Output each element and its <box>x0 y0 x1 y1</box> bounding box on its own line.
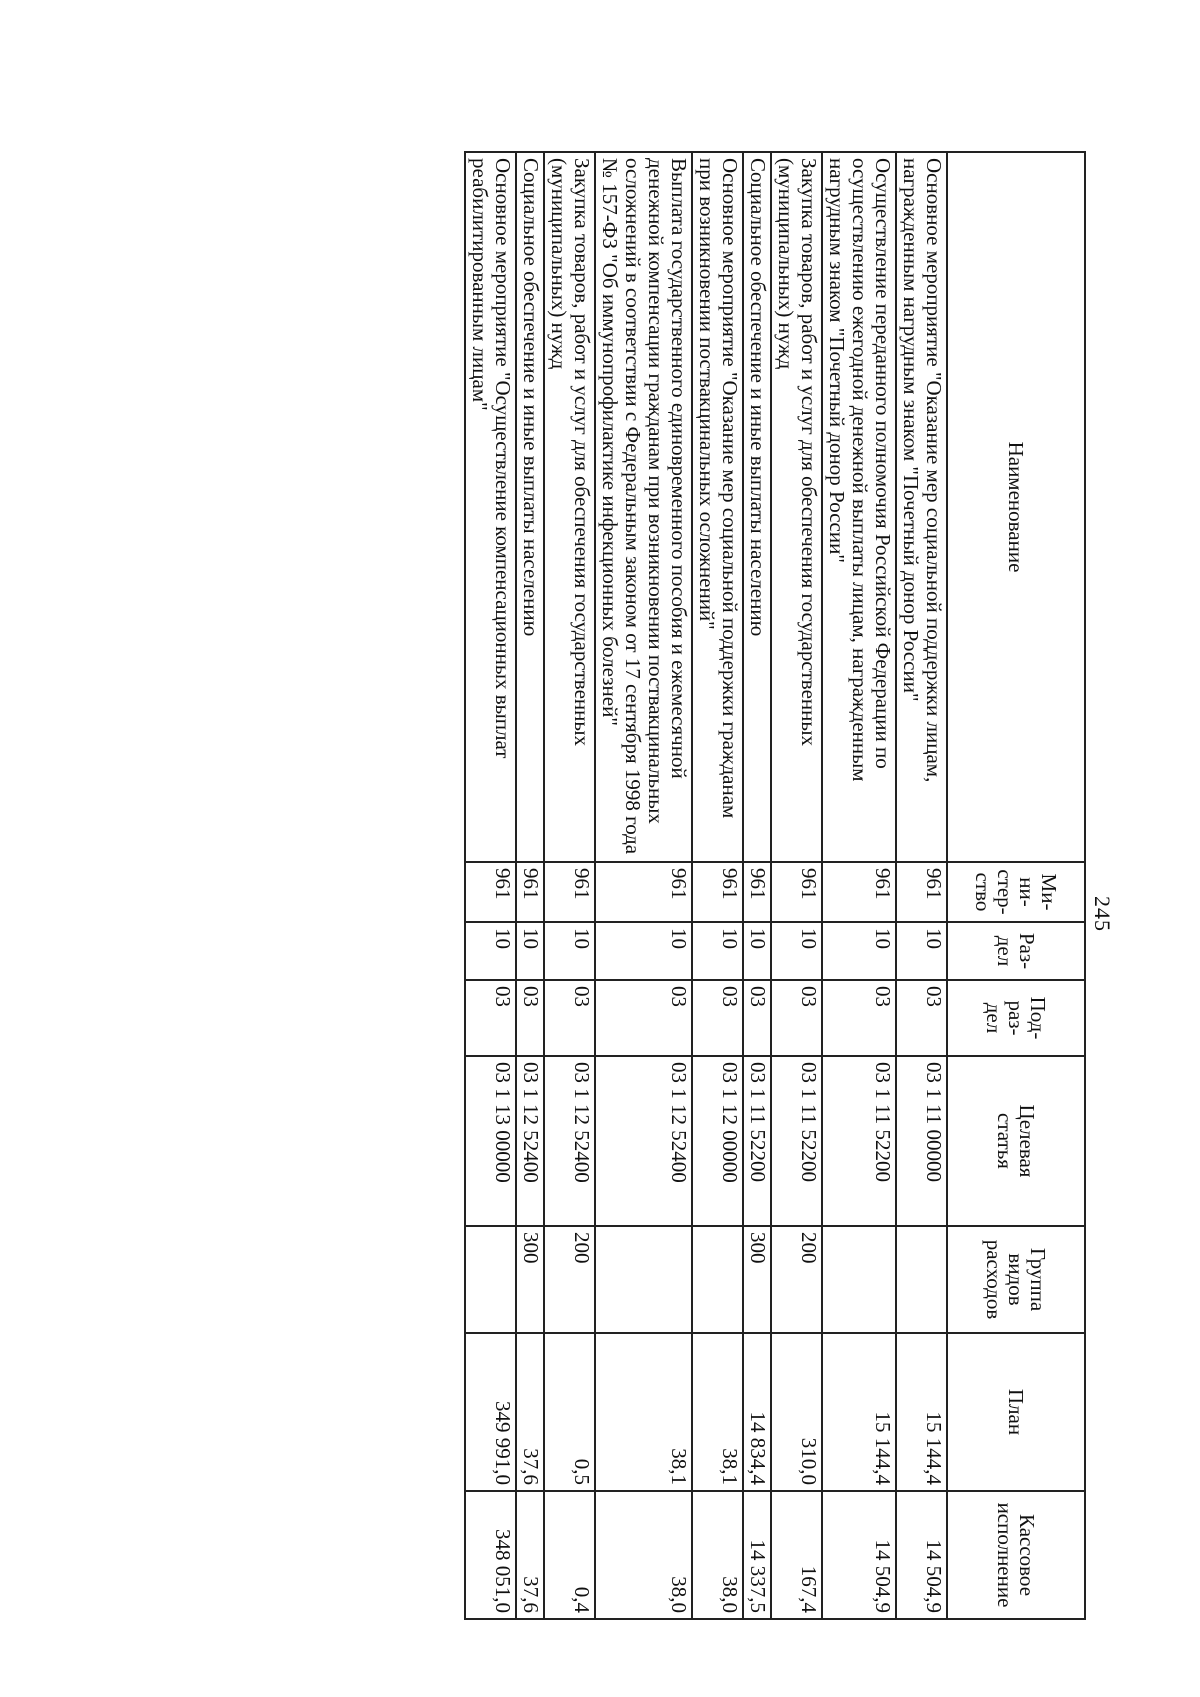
table-row <box>743 152 771 1619</box>
row-target: 03 1 11 00000 <box>896 1056 947 1226</box>
row-plan: 38,1 <box>692 1333 743 1491</box>
row-cash: 38,0 <box>692 1491 743 1619</box>
row-plan: 38,1 <box>595 1333 692 1491</box>
row-subsection: 03 <box>771 980 822 1056</box>
row-group <box>896 1226 947 1333</box>
row-section: 10 <box>465 922 516 980</box>
row-plan: 349 991,0 <box>465 1333 516 1491</box>
row-target: 03 1 11 52200 <box>771 1056 822 1226</box>
row-cash: 14 504,9 <box>822 1491 896 1619</box>
row-ministry: 961 <box>465 862 516 922</box>
header-row <box>947 152 1085 1619</box>
col-header-section: Раз- дел <box>947 922 1085 980</box>
table-row <box>771 152 822 1619</box>
row-subsection: 03 <box>595 980 692 1056</box>
col-header-group: Группа видов расходов <box>947 1226 1085 1333</box>
row-target: 03 1 12 00000 <box>692 1056 743 1226</box>
row-subsection: 03 <box>896 980 947 1056</box>
row-name: Закупка товаров, работ и услуг для обеспечения государственных (муниципальных) нужд <box>544 152 595 862</box>
row-plan: 310,0 <box>771 1333 822 1491</box>
row-group <box>692 1226 743 1333</box>
row-target: 03 1 11 52200 <box>822 1056 896 1226</box>
row-target: 03 1 13 00000 <box>465 1056 516 1226</box>
row-plan: 37,6 <box>516 1333 544 1491</box>
row-cash: 37,6 <box>516 1491 544 1619</box>
row-name: Осуществление переданного полномочия Российской Федерации по осуществлению ежегодной денежной выплаты лицам, награжденным нагрудным знаком "Почетный донор России" <box>822 152 896 862</box>
row-plan: 14 834,4 <box>743 1333 771 1491</box>
col-header-target: Целевая статья <box>947 1056 1085 1226</box>
row-section: 10 <box>544 922 595 980</box>
row-plan: 15 144,4 <box>822 1333 896 1491</box>
row-section: 10 <box>692 922 743 980</box>
row-ministry: 961 <box>822 862 896 922</box>
row-name: Социальное обеспечение и иные выплаты населению <box>743 152 771 862</box>
table-row <box>822 152 896 1619</box>
row-plan: 0,5 <box>544 1333 595 1491</box>
row-ministry: 961 <box>516 862 544 922</box>
row-subsection: 03 <box>516 980 544 1056</box>
row-subsection: 03 <box>822 980 896 1056</box>
col-header-plan: План <box>947 1333 1085 1491</box>
row-target: 03 1 12 52400 <box>516 1056 544 1226</box>
row-section: 10 <box>771 922 822 980</box>
row-ministry: 961 <box>771 862 822 922</box>
row-name: Социальное обеспечение и иные выплаты населению <box>516 152 544 862</box>
row-section: 10 <box>822 922 896 980</box>
row-cash: 38,0 <box>595 1491 692 1619</box>
row-name: Основное мероприятие "Оказание мер социальной поддержки гражданам при возникновении поствакцинальных осложнений" <box>692 152 743 862</box>
budget-table <box>464 151 1086 1620</box>
row-cash: 0,4 <box>544 1491 595 1619</box>
row-section: 10 <box>516 922 544 980</box>
row-ministry: 961 <box>692 862 743 922</box>
table-row <box>516 152 544 1619</box>
row-ministry: 961 <box>595 862 692 922</box>
row-name: Основное мероприятие "Осуществление компенсационных выплат реабилитированным лицам" <box>465 152 516 862</box>
table-row <box>595 152 692 1619</box>
row-ministry: 961 <box>743 862 771 922</box>
row-section: 10 <box>896 922 947 980</box>
table-row <box>465 152 516 1619</box>
row-ministry: 961 <box>544 862 595 922</box>
row-subsection: 03 <box>465 980 516 1056</box>
col-header-subsection: Под- раз- дел <box>947 980 1085 1056</box>
row-group <box>465 1226 516 1333</box>
row-name: Выплата государственного единовременного пособия и ежемесячной денежной компенсации гражданам при возникновении поствакцинальных осложнений в соответствии с Федеральным законом от 17 сентября 1998 года № 157-ФЗ "Об иммунопрофилактике инфекционных болезней" <box>595 152 692 862</box>
row-target: 03 1 11 52200 <box>743 1056 771 1226</box>
row-target: 03 1 12 52400 <box>544 1056 595 1226</box>
col-header-cash: Кассовое исполнение <box>947 1491 1085 1619</box>
table-row <box>896 152 947 1619</box>
row-plan: 15 144,4 <box>896 1333 947 1491</box>
row-cash: 14 504,9 <box>896 1491 947 1619</box>
row-cash: 348 051,0 <box>465 1491 516 1619</box>
row-subsection: 03 <box>743 980 771 1056</box>
row-name: Закупка товаров, работ и услуг для обеспечения государственных (муниципальных) нужд <box>771 152 822 862</box>
row-group <box>822 1226 896 1333</box>
row-cash: 14 337,5 <box>743 1491 771 1619</box>
row-group: 200 <box>544 1226 595 1333</box>
page-number: 245 <box>1090 896 1115 932</box>
row-subsection: 03 <box>544 980 595 1056</box>
row-section: 10 <box>743 922 771 980</box>
row-group <box>595 1226 692 1333</box>
table-row <box>692 152 743 1619</box>
row-group: 200 <box>771 1226 822 1333</box>
row-name: Основное мероприятие "Оказание мер социальной поддержки лицам, награжденным нагрудным знаком "Почетный донор России" <box>896 152 947 862</box>
row-group: 300 <box>516 1226 544 1333</box>
row-group: 300 <box>743 1226 771 1333</box>
row-ministry: 961 <box>896 862 947 922</box>
table-row <box>544 152 595 1619</box>
col-header-ministry: Ми- ни- стер- ство <box>947 862 1085 922</box>
row-cash: 167,4 <box>771 1491 822 1619</box>
col-header-name: Наименование <box>947 152 1085 862</box>
row-target: 03 1 12 52400 <box>595 1056 692 1226</box>
row-section: 10 <box>595 922 692 980</box>
row-subsection: 03 <box>692 980 743 1056</box>
